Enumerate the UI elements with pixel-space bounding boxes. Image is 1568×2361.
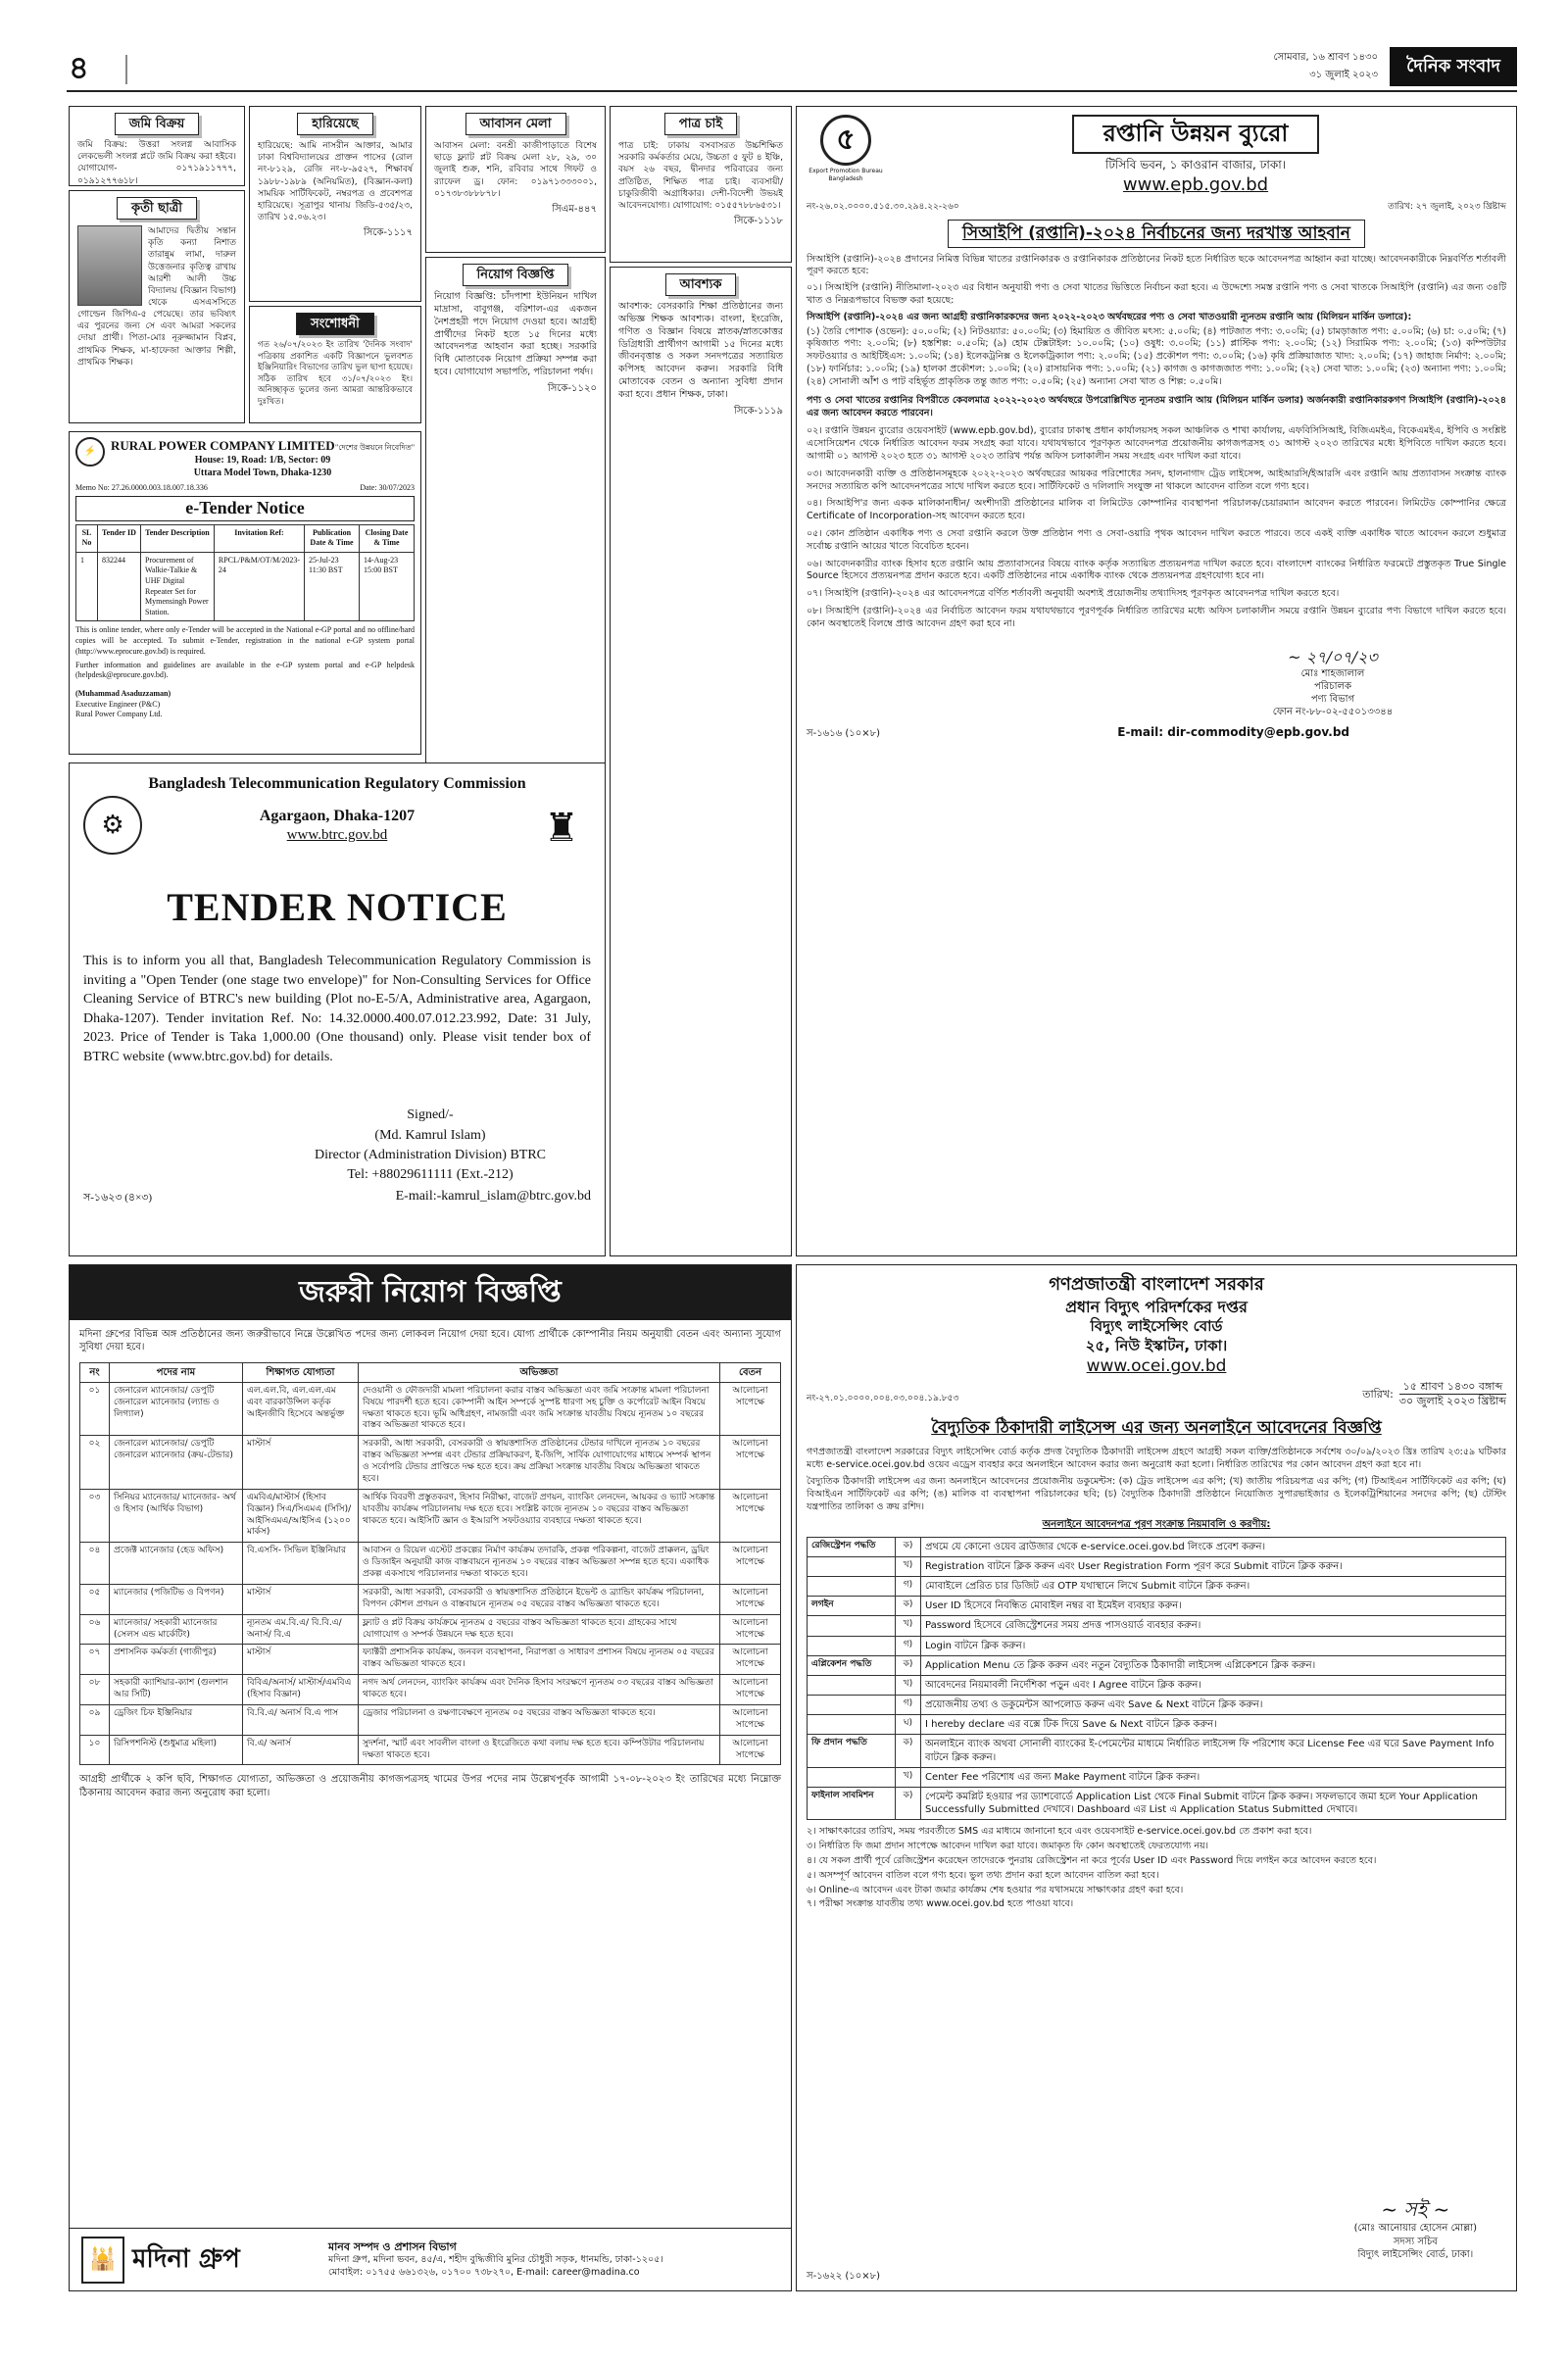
- housing-code: সিএম-৪৪৭: [552, 203, 597, 215]
- meritorious-ad: [69, 190, 245, 423]
- table-cell: খ): [896, 1616, 921, 1636]
- epb-signer: মোঃ শাহজালাল: [1300, 667, 1365, 679]
- table-row: [80, 1584, 781, 1614]
- epb-signer-title: পরিচালক: [1314, 680, 1351, 692]
- masthead-divider: [125, 55, 127, 84]
- rpcl-signer: (Muhammad Asaduzzaman): [75, 689, 172, 699]
- table-cell: User ID হিসেবে নিবন্ধিত মোবাইল নম্বর বা ইমেইল ব্যবহার করুন।: [921, 1597, 1506, 1616]
- table-row: [808, 1696, 1506, 1715]
- lost-header: হারিয়েছে: [297, 113, 372, 135]
- table-cell: ম্যানেজার/ সহকারী ম্যানেজার (সেলস এন্ড মার্কেটিং): [110, 1614, 243, 1645]
- epb-clause6: ০৬। আবেদনকারীর ব্যাংক হিসাব হতে রপ্তানি আয় প্রত্যাবাসনের বিষয়ে ব্যাংক কর্তৃক সত্যায়িত প্রত্যয়নপত্র দাখিল করতে হবে। বাংলাদেশ ব্যাংকের নির্ধারিত ফরমেটে প্রস্তুতকৃত True Single Source হিসেবে প্রত্যয়নপত্র প্রদান করতে হবে। একটি প্রতিষ্ঠানের নামে একাধিক ব্যাংক থেকে প্রত্যয়নপত্র গ্রহণযোগ্য হবে না।: [807, 558, 1506, 582]
- table-cell: আর্থিক বিবরণী প্রস্তুতকরণ, হিসাব নিরীক্ষা, বাজেট প্রণয়ন, ব্যাংকিং লেনদেন, আয়কর ও ভ্যাট সংক্রান্ত যাবতীয় কার্যক্রম পরিচালনায় দক্ষ হতে হবে। সংশ্লিষ্ট কাজে ন্যূনতম ১০ বছরের বাস্তব অভিজ্ঞতা থাকতে হবে। আইসিটি জ্ঞান ও ইআরপি সফটওয়্যার ব্যবহারে দক্ষতা থাকতে হবে।: [359, 1489, 720, 1543]
- rpcl-memo: Memo No: 27.26.0000.003.18.007.18.336: [75, 482, 208, 492]
- table-row: [808, 1537, 1506, 1556]
- table-cell: এপ্লিকেশন পদ্ধতি: [808, 1655, 896, 1675]
- housing-ad: [425, 106, 606, 253]
- table-row: [80, 1735, 781, 1765]
- epb-logo-text: Export Promotion Bureau Bangladesh: [808, 168, 883, 182]
- recruit-small-code: সিকে-১১২০: [547, 382, 597, 394]
- masthead: [67, 45, 1517, 92]
- epb-phone: ফোন নং-৮৮-০২-৫৫০১৩৩৪৪: [1272, 707, 1394, 718]
- land-sale-header: জমি বিক্রয়: [115, 113, 200, 135]
- need-header: আবশ্যক: [665, 273, 737, 296]
- table-cell: আলোচনা সাপেক্ষে: [720, 1382, 781, 1436]
- elb-steps-table: [807, 1537, 1506, 1821]
- madina-dept: মানব সম্পদ ও প্রশাসন বিভাগ: [328, 2239, 457, 2253]
- table-cell: ক): [896, 1788, 921, 1820]
- table-cell: Registration বাটনে ক্লিক করুন এবং User Registration Form পূরণ করে Submit বাটনে ক্লিক করুন।: [921, 1556, 1506, 1576]
- recruit-small-ad: [425, 257, 606, 825]
- btrc-emblem-icon: ⚙: [83, 796, 142, 855]
- table-cell: লগইন: [808, 1597, 896, 1616]
- page-number: ৪: [69, 49, 89, 86]
- rpcl-logo-icon: ⚡: [75, 437, 105, 467]
- table-cell: নগদ অর্থ লেনদেন, ব্যাংকিং কার্যক্রম এবং দৈনিক হিসাব সংরক্ষণে ন্যূনতম ০৩ বছরের বাস্তব অভিজ্ঞতা থাকতে হবে।: [359, 1675, 720, 1705]
- table-cell: [808, 1576, 896, 1596]
- madina-outro: আগ্রহী প্রার্থীকে ২ কপি ছবি, শিক্ষাগত যোগ্যতা, অভিজ্ঞতা ও প্রয়োজনীয় কাগজপত্রসহ খামের উপর পদের নাম উল্লেখপূর্বক আগামী ১৭-০৮-২০২৩ ইং তারিখের মধ্যে নিম্নোক্ত ঠিকানায় আবেদন করার জন্য অনুরোধ করা হলো।: [79, 1774, 781, 1798]
- elb-date-bn: ১৫ শ্রাবণ ১৪৩০ বঙ্গাব্দ: [1399, 1380, 1506, 1396]
- table-cell: প্রথমে যে কোনো ওয়েব ব্রাউজার থেকে e-service.ocei.gov.bd লিংকে প্রবেশ করুন।: [921, 1537, 1506, 1556]
- table-cell: ০৭: [80, 1645, 110, 1675]
- table-cell: আলোচনা সাপেক্ষে: [720, 1675, 781, 1705]
- correction-ad: [249, 306, 421, 423]
- table-cell: ০১: [80, 1382, 110, 1436]
- table-cell: জেনারেল ম্যানেজার/ ডেপুটি জেনারেল ম্যানেজার (ক্রয়-টেন্ডার): [110, 1436, 243, 1490]
- meritorious-text: আমাদের দ্বিতীয় সন্তান কৃতি কন্যা নিশাত তারান্নুম লামা, দারুল উত্তেজনার কৃতিত্ব রাখায় আরশী আলী উচ্চ বিদ্যালয় (বিজ্ঞান বিভাগ) থেকে এসএসসিতে গোল্ডেন জিপিএ-৫ পেয়েছে। তার ভবিষ্যৎ এর পুরনের জন্য সে এবং আমরা সকলের দোয়া প্রার্থী। পিতা-মোঃ নূরুজ্জামান বিপ্লব, প্রাথমিক শিক্ষক, মা-হাফেজা আক্তার শিল্পী, প্রাথমিক শিক্ষক।: [77, 226, 236, 368]
- btrc-tel: Tel: +88029611111 (Ext.-212): [347, 1167, 514, 1183]
- rpcl-td: Procurement of Walkie-Talkie & UHF Digital Repeater Set for Mymensingh Power Station.: [141, 552, 215, 620]
- epb-logo: [807, 115, 885, 183]
- epb-headline: সিআইপি (রপ্তানি)-২০২৪ নির্বাচনের জন্য দরখাস্ত আহবান: [948, 220, 1365, 247]
- table-cell: Login বাটনে ক্লিক করুন।: [921, 1636, 1506, 1655]
- elb-note: ৪। যে সকল প্রার্থী পূর্বে রেজিস্ট্রেশন করেছেন তাদেরকে পুনরায় রেজিস্ট্রেশন না করে পূর্বের User ID এবং Password দিয়ে লগইন করে আবেদন করতে হবে।: [807, 1855, 1377, 1867]
- table-cell: আবাসন ও রিয়েল এস্টেট প্রকল্পের নির্মাণ কার্যক্রম তদারকি, প্রকল্প পরিকল্পনা, বাজেট প্রাক্কলন, ড্রয়িং ও ডিজাইন অনুযায়ী কাজ বাস্তবায়নে ন্যূনতম ১০ বছরের বাস্তব অভিজ্ঞতা সম্পন্ন হতে হবে। একাধিক প্রকল্প একসাথে পরিচালনার দক্ষতা থাকতে হবে।: [359, 1543, 720, 1585]
- madina-title: জরুরী নিয়োগ বিজ্ঞপ্তি: [70, 1265, 791, 1320]
- table-cell: ফাইনাল সাবমিশন: [808, 1788, 896, 1820]
- rpcl-th: Tender Description: [141, 524, 215, 552]
- table-row: [808, 1788, 1506, 1820]
- table-cell: Center Fee পরিশোধ এর জন্য Make Payment বাটনে ক্লিক করুন।: [921, 1767, 1506, 1787]
- rpcl-date: Date: 30/07/2023: [360, 482, 415, 492]
- table-cell: ক): [896, 1735, 921, 1767]
- epb-email: E-mail: dir-commodity@epb.gov.bd: [1117, 724, 1349, 739]
- table-cell: [808, 1715, 896, 1735]
- elb-url[interactable]: www.ocei.gov.bd: [1086, 1356, 1227, 1377]
- table-row: [808, 1715, 1506, 1735]
- epb-criteria: (১) তৈরি পোশাক (ওভেন): ৫০.০০মি; (২) নিটওয়্যার: ৫০.০০মি; (৩) হিমায়িত ও জীবিত মৎস্য: ৫.০০মি; (৪) পাটজাত পণ্য: ৩.০০মি; (৫) চামড়াজাত পণ্য: ৫.০০মি; (৬) চা: ০.৫০মি; (৭) কৃষিজাত পণ্য: ২.০০মি; (৮) হস্তশিল্প: ০.৫০মি; (৯) হোম টেক্সটাইল: ১০.০০মি; (১০) ওষুধ: ৩.০০মি; (১১) প্লাস্টিক পণ্য: ২.০০মি; (১২) সিরামিক পণ্য: ২.০০মি; (১৩) কম্পিউটার সফটওয়্যার ও আইটিইএস: ১.০০মি; (১৪) ইলেকট্রনিক্স ও ইলেকট্রিক্যাল পণ্য: ২.০০মি; (১৫) প্রকৌশল পণ্য: ৩.০০মি; (১৬) কৃষি প্রক্রিয়াজাত খাদ্য: ২.০০মি; (১৭) জাহাজ নির্মাণ: ২.০০মি; (১৮) ফার্নিচার: ১.০০মি; (১৯) হালকা প্রকৌশল: ১.০০মি; (২০) রাসায়নিক পণ্য: ১.০০মি; (২১) কাগজ ও কাগজজাত পণ্য: ১.০০মি; (২২) সেবা খাত: ১.০০মি; (২৩) অন্যান্য পণ্য: ১.০০মি; (২৪) সোনালী আঁশ ও পাট বহির্ভূত প্রাকৃতিক তন্তু জাত পণ্য: ০.৫০মি; (২৫) অন্যান্য সেবা খাত ও শিল্প: ০.৫০মি।: [807, 325, 1506, 387]
- epb-date: তারিখ: ২৭ জুলাই, ২০২৩ খ্রিষ্টাব্দ: [1388, 202, 1506, 213]
- elb-board: বিদ্যুৎ লাইসেন্সিং বোর্ড: [1090, 1316, 1223, 1335]
- table-cell: ০৫: [80, 1584, 110, 1614]
- groom-code: সিকে-১১১৮: [733, 216, 783, 226]
- masthead-date-bn: সোমবার, ১৬ শ্রাবণ ১৪৩০: [1273, 52, 1378, 63]
- epb-criteria-title: সিআইপি (রপ্তানি)-২০২৪ এর জন্য আগ্রহী রপ্তানিকারকদের জন্য ২০২২-২০২৩ অর্থবছরের পণ্য ও সেবা খাতওয়ারী ন্যূনতম রপ্তানি আয় (মিলিয়ন মার্কিন ডলারে):: [807, 311, 1412, 322]
- groom-ad: [610, 106, 792, 263]
- epb-note-bold: পণ্য ও সেবা খাতের রপ্তানির বিপরীতে কেবলমাত্র ২০২২-২০২৩ অর্থবছরে উপরোল্লিখিত ন্যূনতম রপ্তানি আয় (মিলিয়ন মার্কিন ডলার) অর্জনকারী রপ্তানিকারকগণ সিআইপি (রপ্তানি)-২০২৪ এর জন্য আবেদন করতে পারবেন।: [807, 394, 1506, 418]
- madina-address: মদিনা গ্রুপ, মদিনা ভবন, ৪৫/এ, শহীদ বুদ্ধিজীবি মুনির চৌধুরী সড়ক, ধানমন্ডি, ঢাকা-১২০৫।: [328, 2254, 663, 2266]
- table-cell: সহকারী ক্যাশিয়ার-ক্যাশ (গুলশান আর সিটি): [110, 1675, 243, 1705]
- table-row: [80, 1675, 781, 1705]
- table-cell: মোবাইলে প্রেরিত চার ডিজিট এর OTP যথাস্থানে লিখে Submit বাটনে ক্লিক করুন।: [921, 1576, 1506, 1596]
- table-cell: আলোচনা সাপেক্ষে: [720, 1543, 781, 1585]
- table-row: [808, 1597, 1506, 1616]
- need-ad: [610, 267, 792, 1256]
- elb-signature: ~ সই ~: [1381, 2197, 1450, 2222]
- table-cell: আলোচনা সাপেক্ষে: [720, 1489, 781, 1543]
- rpcl-th: Closing Date & Time: [360, 524, 415, 552]
- table-cell: মাস্টার্স: [243, 1584, 359, 1614]
- elb-docs: বৈদ্যুতিক ঠিকাদারী লাইসেন্স এর জন্য অনলাইনে আবেদনের প্রয়োজনীয় ডকুমেন্টস: (ক) ট্রেড লাইসেন্স এর কপি; (খ) জাতীয় পরিচয়পত্র এর কপি; (গ) টিআইএন সার্টিফিকেট এর কপি; (ঘ) বিআইএন সার্টিফিকেট এর কপি; (ঙ) মালিক বা ব্যবস্থাপনা পরিচালকের ছবি; (চ) বৈদ্যুতিক ঠিকাদারী প্রতিষ্ঠানে নিয়োজিত সুপারভাইজার ও ইলেকট্রিশিয়ানের সনদের কপি; (ছ) টেস্টিং যন্ত্রপাতির তালিকা ও ক্রয় রশিদ।: [807, 1475, 1506, 1512]
- epb-clause7: ০৭। সিআইপি (রপ্তানি)-২০২৪ এর আবেদনপত্রে বর্ণিত শর্তাবলী অনুযায়ী অবশ্যই প্রয়োজনীয় তথ্যাদিসহ পূরণকৃত আবেদনপত্র দাখিল করতে হবে।: [807, 588, 1340, 600]
- madina-recruitment: [69, 1264, 792, 2291]
- table-row: [80, 1543, 781, 1585]
- table-cell: ড্রেজিং চিফ ইঞ্জিনিয়ার: [110, 1704, 243, 1735]
- table-cell: ০৯: [80, 1704, 110, 1735]
- epb-signer-dept: পণ্য বিভাগ: [1310, 694, 1355, 706]
- table-cell: [808, 1616, 896, 1636]
- table-row: [80, 1614, 781, 1645]
- table-cell: প্রয়োজনীয় তথ্য ও ডকুমেন্টস আপলোড করুন এবং Save & Next বাটনে ক্লিক করুন।: [921, 1696, 1506, 1715]
- btrc-url[interactable]: www.btrc.gov.bd: [286, 826, 388, 843]
- madina-contact: মোবাইল: ০১৭৫৫ ৬৬১৩২৬, ০১৭০০ ৭৩৮২৭০, E-mail: career@madina.co: [328, 2266, 640, 2278]
- table-cell: Application Menu তে ক্লিক করুন এবং নতুন বৈদ্যুতিক ঠিকাদারী লাইসেন্স এপ্লিকেশনে ক্লিক করুন।: [921, 1655, 1506, 1675]
- table-row: [808, 1655, 1506, 1675]
- table-cell: [808, 1556, 896, 1576]
- table-cell: আলোচনা সাপেক্ষে: [720, 1436, 781, 1490]
- table-cell: ড্রেজার পরিচালনা ও রক্ষণাবেক্ষণে ন্যূনতম ০৫ বছরের বাস্তব অভিজ্ঞতা থাকতে হবে।: [359, 1704, 720, 1735]
- epb-clause4: ০৪। সিআইপি'র জন্য একক মালিকানাধীন/ অংশীদারী প্রতিষ্ঠানের মালিক বা লিমিটেড কোম্পানির ব্যবস্থাপনা পরিচালক/চেয়ারম্যান আবেদন করতে পারবেন। লিমিটেড কোম্পানির ক্ষেত্রে Certificate of Incorporation-সহ আবেদন করতে হবে।: [807, 498, 1506, 522]
- rpcl-company: RURAL POWER COMPANY LIMITED: [111, 438, 335, 453]
- epb-intro: সিআইপি (রপ্তানি)-২০২৪ প্রদানের নিমিত্ত বিভিন্ন খাতের রপ্তানিকারক ও রপ্তানিকারক প্রতিষ্ঠানের নিকট হতে নির্ধারিত ছকে আবেদনপত্র আহ্বান করা যাচ্ছে। আবেদনকারীকে নিম্নবর্ণিত শর্তাবলী পূরণ করতে হবে:: [807, 253, 1506, 277]
- elb-signer-org: বিদ্যুৎ লাইসেন্সিং বোর্ড, ঢাকা।: [1357, 2248, 1474, 2260]
- elb-date-en: ৩০ জুলাই ২০২৩ খ্রিষ্টাব্দ: [1398, 1395, 1506, 1408]
- btrc-signed: Signed/-: [407, 1107, 454, 1123]
- btrc-tower-icon: ♜: [544, 806, 579, 851]
- table-row: [808, 1675, 1506, 1695]
- table-cell: রিসিপশনিস্ট (শুধুমাত্র মহিলা): [110, 1735, 243, 1765]
- epb-ref: নং-২৬.০২.০০০০.৫১৫.৩০.২৯৪.২২-২৬০: [807, 202, 959, 213]
- lost-ad: [249, 106, 421, 302]
- epb-clause8: ০৮। সিআইপি (রপ্তানি)-২০২৪ এর নির্বাচিত আবেদন ফরম যথাযথভাবে পূরণপূর্বক নির্ধারিত তারিখের মধ্যে অফিস চলাকালীন সময়ে রপ্তানি উন্নয়ন ব্যুরোর পণ্য বিভাগে দাখিল করতে হবে। কোন অবস্থাতেই বিলম্বে প্রাপ্ত আবেদন গ্রহণ করা হবে না।: [807, 606, 1506, 629]
- land-sale-ad: [69, 106, 245, 186]
- table-cell: জেনারেল ম্যানেজার/ ডেপুটি জেনারেল ম্যানেজার (ল্যান্ড ও লিগ্যাল): [110, 1382, 243, 1436]
- table-cell: ক): [896, 1655, 921, 1675]
- table-row: [808, 1616, 1506, 1636]
- correction-text: গত ২৬/০৭/২০২৩ ইং তারিখ 'দৈনিক সংবাদ' পত্রিকায় প্রকাশিত একটি বিজ্ঞাপনে ভুলবশত ইঞ্জিনিয়ারিং বিভাগের তারিখ ভুল ছাপা হয়েছে। সঠিক তারিখ হবে ৩১/০৭/২০২৩ ইং। অনিচ্ছাকৃত ভুলের জন্য আমরা আন্তরিকভাবে দুঃখিত।: [258, 340, 413, 407]
- table-cell: আলোচনা সাপেক্ষে: [720, 1735, 781, 1765]
- elb-gov: গণপ্রজাতন্ত্রী বাংলাদেশ সরকার: [1049, 1274, 1264, 1295]
- epb-logo-icon: ৫: [820, 115, 871, 166]
- table-cell: ক): [896, 1537, 921, 1556]
- need-text: আবশ্যক: বেসরকারি শিক্ষা প্রতিষ্ঠানের জন্য অভিজ্ঞ শিক্ষক আবশ্যক। বাংলা, ইংরেজি, গণিত ও বিজ্ঞান বিষয়ে স্নাতক/স্নাতকোত্তর ডিগ্রিধারী প্রার্থীগণ আগামী ১৫ দিনের মধ্যে জীবনবৃত্তান্ত ও সকল সনদপত্রের সত্যায়িত কপিসহ আবেদন করুন। সরকারি বিধি মোতাবেক বেতন ও অন্যান্য সুবিধা প্রদান করা হবে। প্রধান শিক্ষক, ঢাকা।: [618, 301, 783, 400]
- madina-th: পদের নাম: [110, 1362, 243, 1382]
- table-cell: [808, 1636, 896, 1655]
- table-cell: ক): [896, 1597, 921, 1616]
- table-cell: মাস্টার্স: [243, 1645, 359, 1675]
- table-cell: এল.এল.বি, এল.এল.এম এবং বারকাউন্সিল কর্তৃক আইনজীবি হিসেবে অন্তর্ভুক্ত: [243, 1382, 359, 1436]
- rpcl-th: Invitation Ref:: [214, 524, 304, 552]
- meritorious-header: কৃতী ছাত্রী: [117, 197, 197, 220]
- table-cell: খ): [896, 1767, 921, 1787]
- rpcl-note2: Further information and guidelines are available in the e-GP system portal and e-GP helpdesk (helpdesk@eprocure.gov.bd).: [75, 660, 415, 680]
- table-row: [80, 1489, 781, 1543]
- btrc-code: স-১৬২৩ (৪×৩): [83, 1191, 153, 1204]
- epb-notice: [796, 106, 1517, 1256]
- table-row: [80, 1436, 781, 1490]
- madina-logo-icon: 🕌: [81, 2237, 124, 2284]
- table-cell: ঘ): [896, 1715, 921, 1735]
- epb-title: রপ্তানি উন্নয়ন ব্যুরো: [1072, 115, 1320, 154]
- table-cell: সুদর্শনা, স্মার্ট এবং সাবলীল বাংলা ও ইংরেজিতে কথা বলায় দক্ষ হতে হবে। কম্পিউটার পরিচালনায় দক্ষতা থাকতে হবে।: [359, 1735, 720, 1765]
- rpcl-address2: Uttara Model Town, Dhaka-1230: [193, 467, 332, 479]
- rpcl-th: Tender ID: [98, 524, 141, 552]
- rpcl-signer-title: Executive Engineer (P&C): [75, 699, 161, 709]
- btrc-org: Bangladesh Telecommunication Regulatory Commission: [148, 775, 526, 792]
- housing-text: আবাসন মেলা: বনশ্রী কাজীপাড়াতে বিশেষ ছাড়ে ফ্ল্যাট প্লট বিক্রয় মেলা ২৮, ২৯, ৩০ জুলাই শুক্র, শনি, রবিবার সাথে গিফট ও র‍্যাফেল ড্র। ফোন: ০১৯৭১৩৩৩০০১, ০১৭৩৮৩৮৮৮৭৮।: [434, 141, 597, 199]
- rpcl-td: RPCL/P&M/OT/M/2023-24: [214, 552, 304, 620]
- rpcl-td: 832244: [98, 552, 141, 620]
- correction-header: সংশোধনী: [296, 313, 374, 335]
- elb-notes: [807, 1826, 1506, 1911]
- elb-date-label: তারিখ:: [1362, 1387, 1394, 1401]
- table-row: [808, 1767, 1506, 1787]
- table-cell: গ): [896, 1576, 921, 1596]
- rpcl-th: Publication Date & Time: [305, 524, 360, 552]
- rpcl-td: 1: [76, 552, 98, 620]
- epb-url[interactable]: www.epb.gov.bd: [1122, 173, 1269, 195]
- table-cell: [808, 1767, 896, 1787]
- table-cell: আবেদনের নিয়মাবলী নির্দেশিকা পড়ুন এবং I Agree বাটনে ক্লিক করুন।: [921, 1675, 1506, 1695]
- table-cell: বি.এ/ অনার্স: [243, 1735, 359, 1765]
- table-cell: সিনিয়র ম্যানেজার/ ম্যানেজার- অর্থ ও হিসাব (আর্থিক বিভাগ): [110, 1489, 243, 1543]
- madina-table: [79, 1362, 781, 1766]
- lost-text: হারিয়েছে: আমি নাসরীন আক্তার, আমার ঢাকা বিশ্ববিদ্যালয়ের প্রাক্তন পাসের (রোল নং-৮১২৯, রেজি নং-৮-৯৫২৭, শিক্ষাবর্ষ ১৯৮৮-১৯৮৯ (অনিয়মিত), (বিজ্ঞান-কলা) সাময়িক সার্টিফিকেট, নম্বরপত্র ও প্রবেশপত্র হারিয়েছে। সূত্রাপুর থানায় জিডি-৫৩৫/২৩, তারিখ ১৫.০৬.২৩।: [258, 141, 413, 222]
- rpcl-address: House: 19, Road: 1/B, Sector: 09: [194, 455, 331, 467]
- elb-note: ৫। অসম্পূর্ণ আবেদন বাতিল বলে গণ্য হবে। ভুল তথ্য প্রদান করা হলে আবেদন বাতিল করা হবে।: [807, 1869, 1159, 1881]
- recruit-small-header: নিয়োগ বিজ্ঞপ্তি: [463, 264, 569, 286]
- rpcl-note1: This is online tender, where only e-Tender will be accepted in the National e-GP portal and no offline/hard copies will be accepted. To submit e-Tender, registration in the national e-GP system portal (http://www.eprocure.gov.bd) is required.: [75, 625, 415, 656]
- table-cell: [808, 1696, 896, 1715]
- epb-address: টিসিবি ভবন, ১ কাওরান বাজার, ঢাকা।: [1104, 157, 1287, 172]
- rpcl-td: 25-Jul-23 11:30 BST: [305, 552, 360, 620]
- epb-signature: ~ ২৭/০৭/২৩: [1288, 647, 1378, 666]
- elb-address: ২৫, নিউ ইস্কাটন, ঢাকা।: [1085, 1336, 1228, 1354]
- madina-th: বেতন: [720, 1362, 781, 1382]
- table-cell: আলোচনা সাপেক্ষে: [720, 1645, 781, 1675]
- table-cell: ০৬: [80, 1614, 110, 1645]
- table-cell: I hereby declare এর বক্সে টিক দিয়ে Save & Next বাটনে ক্লিক করুন।: [921, 1715, 1506, 1735]
- elb-note: ৬। Online-এ আবেদন এবং টাকা জমার কার্যক্রম শেষ হওয়ার পর যথাসময়ে সাক্ষাৎকার গ্রহণ করা হবে।: [807, 1884, 1184, 1895]
- table-cell: ০২: [80, 1436, 110, 1490]
- epb-clause1: ০১। সিআইপি (রপ্তানি) নীতিমালা-২০২৩ এর বিধান অনুযায়ী পণ্য ও সেবা খাতের ভিত্তিতে নির্বাচন করা হবে। এ উদ্দেশ্যে সমস্ত রপ্তানি পণ্য ও সেবা খাতকে সিআইপি (রপ্তানি) এর জন্য ৩৪টি খাত ও নিম্নরূপভাবে বিভক্ত করা হয়েছে:: [807, 282, 1506, 306]
- btrc-title: TENDER NOTICE: [167, 885, 508, 930]
- rpcl-title: e-Tender Notice: [75, 496, 415, 521]
- elb-signer: (মোঃ আনোয়ার হোসেন মোল্লা): [1353, 2223, 1477, 2235]
- elb-notice: [796, 1264, 1517, 2291]
- elb-steps-title: অনলাইনে আবেদনপত্র পূরণ সংক্রান্ত নিয়মাবলি ও করণীয়:: [1042, 1519, 1271, 1531]
- land-sale-text: জমি বিক্রয়: উত্তরা সংলগ্ন আবাসিক লেকভেলী সংলগ্ন প্লটে জমি বিক্রয় করা হইবে। যোগাযোগ- ০১৭১৯১১৭৭৭, ০১৯১২৭৭৬১৮।: [77, 140, 236, 186]
- rpcl-td: 14-Aug-23 15:00 BST: [360, 552, 415, 620]
- btrc-address: Agargaon, Dhaka-1207: [259, 807, 416, 824]
- table-cell: ফ্ল্যাট ও প্লট বিক্রয় কার্যক্রমে ন্যূনতম ৫ বছরের বাস্তব অভিজ্ঞতা থাকতে হবে। গ্রাহকের সাথে যোগাযোগ ও সম্পর্ক উন্নয়নে দক্ষ হতে হবে।: [359, 1614, 720, 1645]
- table-cell: প্রজেক্ট ম্যানেজার (হেড অফিস): [110, 1543, 243, 1585]
- table-cell: বি.বি.এ/ অনার্স বি.এ পাস: [243, 1704, 359, 1735]
- housing-header: আবাসন মেলা: [466, 113, 566, 135]
- table-cell: ফ্যাক্টরী প্রশাসনিক কার্যক্রম, জনবল ব্যবস্থাপনা, নিরাপত্তা ও সাধারণ প্রশাসন বিষয়ে ন্যূনতম ০৫ বছরের বাস্তব অভিজ্ঞতা থাকতে হবে।: [359, 1645, 720, 1675]
- epb-clause3: ০৩। আবেদনকারী ব্যক্তি ও প্রতিষ্ঠানসমূহকে ২০২২-২০২৩ অর্থবছরের আয়কর পরিশোধের সনদ, হালনাগাদ ট্রেড লাইসেন্স, আইআরসি/ইআরসি এবং রপ্তানি আয় প্রত্যাবাসন সংক্রান্ত ব্যাংক সনদের সত্যায়িত কপি আবেদনপত্রের সাথে দাখিল করতে হবে। সার্টিফিকেট ও দলিলাদি সংযুক্ত না থাকলে আবেদন বাতিল বলে গণ্য হবে।: [807, 467, 1506, 492]
- table-cell: অনলাইনে ব্যাংক অথবা সোনালী ব্যাংকের ই-পেমেন্টের মাধ্যমে নির্ধারিত লাইসেন্স ফি পরিশোধ করে License Fee এর ঘরে Save Payment Info বাটনে ক্লিক করুন।: [921, 1735, 1506, 1767]
- table-cell: সরকারী, আধা সরকারী, বেসরকারী ও স্বায়ত্তশাসিত প্রতিষ্ঠানে ইভেন্ট ও ব্র্যান্ডিং কার্যক্রম পরিচালনা, বিপণন কৌশল প্রণয়ন ও বাস্তবায়নে ন্যূনতম ০৫ বছরের বাস্তব অভিজ্ঞতা থাকতে হবে।: [359, 1584, 720, 1614]
- table-row: [808, 1556, 1506, 1576]
- table-cell: গ): [896, 1636, 921, 1655]
- table-row: [808, 1636, 1506, 1655]
- table-cell: ফি প্রদান পদ্ধতি: [808, 1735, 896, 1767]
- btrc-name: (Md. Kamrul Islam): [374, 1127, 486, 1143]
- btrc-tender: [69, 762, 606, 1256]
- table-row: [80, 1645, 781, 1675]
- masthead-date-en: ৩১ জুলাই ২০২৩: [1309, 70, 1378, 80]
- table-row: [808, 1576, 1506, 1596]
- madina-th: অভিজ্ঞতা: [359, 1362, 720, 1382]
- table-cell: এমবিএ/মাস্টার্স (হিসাব বিজ্ঞান) সিএ/সিএমএ (সিসি)/ আইসিএমএ/আইসিএ (১২০০ মার্কস): [243, 1489, 359, 1543]
- groom-text: পাত্র চাই: ঢাকায় বসবাসরত উচ্চশিক্ষিত সরকারি কর্মকর্তার মেয়ে, উচ্চতা ৫ ফুট ৪ ইঞ্চি, বয়স ২৬ বছর, দ্বীনদার পরিবারের জন্য প্রতিষ্ঠিত, শিক্ষিত পাত্র চাই। ব্যবসায়ী/চাকুরিজীবী অগ্রাধিকার। দেশী-বিদেশী উভয়ই আবেদনযোগ্য। যোগাযোগ: ০১৫৫৭৮৮৬৫৩১।: [618, 141, 783, 211]
- elb-signer-title: সদস্য সচিব: [1393, 2236, 1438, 2247]
- table-row: [80, 1382, 781, 1436]
- madina-intro: মদিনা গ্রুপের বিভিন্ন অঙ্গ প্রতিষ্ঠানের জন্য জরুরীভাবে নিম্নে উল্লেখিত পদের জন্য লোকবল নিয়োগ দেয়া হবে। যোগ্য প্রার্থীকে কোম্পানীর নিয়ম অনুযায়ী বেতন এবং অন্যান্য সুযোগ সুবিধা দেয়া হবে।: [79, 1328, 781, 1353]
- elb-note: ৩। নির্ধারিত ফি জমা প্রদান সাপেক্ষে আবেদন দাখিল করা যাবে। জমাকৃত ফি কোন অবস্থাতেই ফেরতযোগ্য নয়।: [807, 1841, 1209, 1852]
- table-cell: দেওয়ানী ও ফৌজদারী মামলা পরিচালনা করার বাস্তব অভিজ্ঞতা এবং জমি সংক্রান্ত মামলা পরিচালনা বিষয়ে পারদর্শী হতে হবে। কোম্পানী আইন সম্পর্কে সুস্পষ্ট ধারণা সহ চুক্তি ও কর্পোরেট আইন বিষয়ে দক্ষতা থাকতে হবে। ভূমি অধিগ্রহণ, নামজারী এবং জমি সংক্রান্ত যাবতীয় বিষয়ে ন্যূনতম ১০ বছরের বাস্তব অভিজ্ঞতা থাকতে হবে।: [359, 1382, 720, 1436]
- paper-logo-text: দৈনিক সংবাদ: [1406, 56, 1500, 77]
- table-cell: রেজিস্ট্রেশন পদ্ধতি: [808, 1537, 896, 1556]
- recruit-small-text: নিয়োগ বিজ্ঞপ্তি: চাঁদপাশা ইউনিয়ন দাখিল মাদ্রাসা, বাবুগঞ্জ, বরিশাল-এর একজন নৈশপ্রহরী পদে নিয়োগ দেওয়া হবে। আগ্রহী প্রার্থীদের নিকট হতে ১৫ দিনের মধ্যে আবেদনপত্র আহবান করা হচ্ছে। সরকারি বিধি মোতাবেক নিয়োগ প্রক্রিয়া সম্পন্ন করা হবে। যোগাযোগ সভাপতি, পরিচালনা পর্ষদ।: [434, 291, 597, 378]
- table-cell: ন্যূনতম এম.বি.এ/ বি.বি.এ/ অনার্স/ বি.এ: [243, 1614, 359, 1645]
- rural-power-tender: [69, 431, 421, 755]
- table-cell: ০৮: [80, 1675, 110, 1705]
- paper-logo: [1390, 47, 1517, 86]
- need-code: সিকে-১১১৯: [733, 405, 783, 417]
- table-cell: প্রশাসনিক কর্মকর্তা (গাজীপুর): [110, 1645, 243, 1675]
- elb-note: ৭। পরীক্ষা সংক্রান্ত যাবতীয় তথ্য www.ocei.gov.bd হতে পাওয়া যাবে।: [807, 1898, 1074, 1910]
- table-row: [808, 1735, 1506, 1767]
- madina-th: শিক্ষাগত যোগ্যতা: [243, 1362, 359, 1382]
- table-cell: খ): [896, 1556, 921, 1576]
- table-cell: আলোচনা সাপেক্ষে: [720, 1584, 781, 1614]
- table-cell: Password হিসেবে রেজিস্ট্রেশনের সময় প্রদত্ত পাসওয়ার্ড ব্যবহার করুন।: [921, 1616, 1506, 1636]
- epb-code: স-১৬১৬ (১০×৮): [807, 727, 881, 739]
- table-cell: ১০: [80, 1735, 110, 1765]
- rpcl-tagline: "দেশের উন্নয়নে নিবেদিত": [334, 443, 415, 452]
- lost-code: সিকে-১১১৭: [363, 227, 413, 239]
- epb-clause5: ০৫। কোন প্রতিষ্ঠান একাধিক পণ্য ও সেবা রপ্তানি করলে উক্ত প্রতিষ্ঠান পণ্য ও সেবা-ওয়ারি পৃথক আবেদন দাখিল করতে পারবে। তবে একই ব্যক্তি একাধিক খাতে আবেদন করলে শুধুমাত্র সর্বোচ্চ রপ্তানি আয়ের খাতে বিবেচিত হবেন।: [807, 528, 1506, 552]
- table-cell: খ): [896, 1675, 921, 1695]
- btrc-email: E-mail:-kamrul_islam@btrc.gov.bd: [395, 1188, 591, 1204]
- student-photo: [77, 225, 142, 306]
- elb-intro: গণপ্রজাতন্ত্রী বাংলাদেশ সরকারের বিদ্যুৎ লাইসেন্সিং বোর্ড কর্তৃক প্রদত্ত বৈদ্যুতিক ঠিকাদারী লাইসেন্স গ্রহণে আগ্রহী সকল ব্যক্তি/প্রতিষ্ঠানকে সর্বশেষ ৩০/০৯/২০২৩ খ্রিঃ তারিখ ২৩:৫৯ ঘটিকার মধ্যে e-service.ocei.gov.bd ওয়েব এড্রেস ব্যবহার করে অনলাইনে আবেদন করার জন্য অনুরোধ করা হলো। নির্ধারিত তারিখের পর কোন আবেদন গ্রহণ করা হবে না।: [807, 1447, 1506, 1471]
- table-cell: বি.এসসি- সিভিল ইঞ্জিনিয়ার: [243, 1543, 359, 1585]
- elb-office: প্রধান বিদ্যুৎ পরিদর্শকের দপ্তর: [1065, 1297, 1248, 1316]
- madina-brand: মদিনা গ্রুপ: [132, 2244, 240, 2275]
- rpcl-table: [75, 524, 415, 621]
- table-row: [80, 1704, 781, 1735]
- epb-clause2: ০২। রপ্তানি উন্নয়ন ব্যুরোর ওয়েবসাইট (www.epb.gov.bd), ব্যুরোর ঢাকাস্থ প্রধান কার্যালয়সহ সকল আঞ্চলিক ও শাখা কার্যালয়, এফবিসিসিআই, বিজিএমইএ, বিকেএমইএ, ইপিবি ও সংশ্লিষ্ট এসোসিয়েশন থেকে নির্ধারিত আবেদন ফরম সংগ্রহ করা যাবে। যথাযথভাবে পূরণকৃত আবেদনপত্র প্রয়োজনীয় কাগজপত্রসহ ৩১ আগস্ট ২০২৩ তারিখের মধ্যে ইপিবিতে দাখিল করতে হবে। আগামী ০১ আগস্ট ২০২৩ হতে ৩১ আগস্ট ২০২৩ তারিখ পর্যন্ত অফিস চলাকালীন সময় সংগ্রহ এবং দাখিল করা যাবে।: [807, 425, 1506, 462]
- table-cell: ম্যানেজার (পজিটিভ ও বিপণন): [110, 1584, 243, 1614]
- table-cell: ০৩: [80, 1489, 110, 1543]
- table-cell: মাস্টার্স: [243, 1436, 359, 1490]
- table-cell: আলোচনা সাপেক্ষে: [720, 1704, 781, 1735]
- table-cell: গ): [896, 1696, 921, 1715]
- groom-header: পাত্র চাই: [664, 113, 737, 135]
- btrc-designation: Director (Administration Division) BTRC: [314, 1148, 547, 1163]
- elb-note: ২। সাক্ষাৎকারের তারিখ, সময় পরবর্তীতে SMS এর মাধ্যমে জানানো হবে এবং ওয়েবসাইট e-service.ocei.gov.bd তে প্রকাশ করা হবে।: [807, 1826, 1312, 1838]
- table-cell: [808, 1675, 896, 1695]
- table-cell: ০৪: [80, 1543, 110, 1585]
- elb-code: স-১৬২২ (১০×৮): [807, 2270, 881, 2282]
- madina-th: নং: [80, 1362, 110, 1382]
- btrc-body: This is to inform you all that, Bangladesh Telecommunication Regulatory Commission is inviting a "Open Tender (one stage two envelope)" for Non-Consulting Services for Office Cleaning Service of BTRC's new building (Plot no-E-5/A, Administrative area, Agargaon, Dhaka-1207). Tender invitation Ref. No: 14.32.0000.400.07.012.23.992, Date: 31 July, 2023. Price of Tender is Taka 1,000.00 (One thousand) only. Please visit tender box of BTRC website (www.btrc.gov.bd) for details.: [83, 953, 591, 1064]
- table-cell: সরকারী, আধা সরকারী, বেসরকারী ও স্বায়ত্তশাসিত প্রতিষ্ঠানের টেন্ডার দাখিলে ন্যূনতম ১০ বছরের বাস্তব অভিজ্ঞতা সম্পন্ন এবং টেন্ডার প্রক্রিয়াকরণ, ই-জিপি, সার্বিক যোগাযোগের মাধ্যমে সম্পর্ক স্থাপন ও সর্বোপরি টেন্ডার প্রাপ্তিতে দক্ষ হতে হবে। ক্রয় প্রক্রিয়া সংক্রান্ত যাবতীয় বিষয়ে অভিজ্ঞতা থাকতে হবে।: [359, 1436, 720, 1490]
- elb-headline: বৈদ্যুতিক ঠিকাদারী লাইসেন্স এর জন্য অনলাইনে আবেদনের বিজ্ঞপ্তি: [931, 1417, 1382, 1438]
- table-cell: আলোচনা সাপেক্ষে: [720, 1614, 781, 1645]
- elb-ref: নং-২৭.০১.০০০০.০০৪.০৩.০০৪.১৯.৮৫৩: [807, 1393, 959, 1403]
- rpcl-signer-org: Rural Power Company Ltd.: [75, 710, 163, 719]
- rpcl-th: SL No: [76, 524, 98, 552]
- table-cell: বিবিএ/অনার্স/ মাস্টার্স/এমবিএ (হিসাব বিজ্ঞান): [243, 1675, 359, 1705]
- table-cell: পেমেন্ট কমপ্লিট হওয়ার পর ড্যাশবোর্ডে Application List থেকে Final Submit বাটনে ক্লিক করুন। সফলভাবে জমা হলে Your Application Successfully Submitted দেখাবে। Dashboard এর List এ Application Status Submitted দেখাবে।: [921, 1788, 1506, 1820]
